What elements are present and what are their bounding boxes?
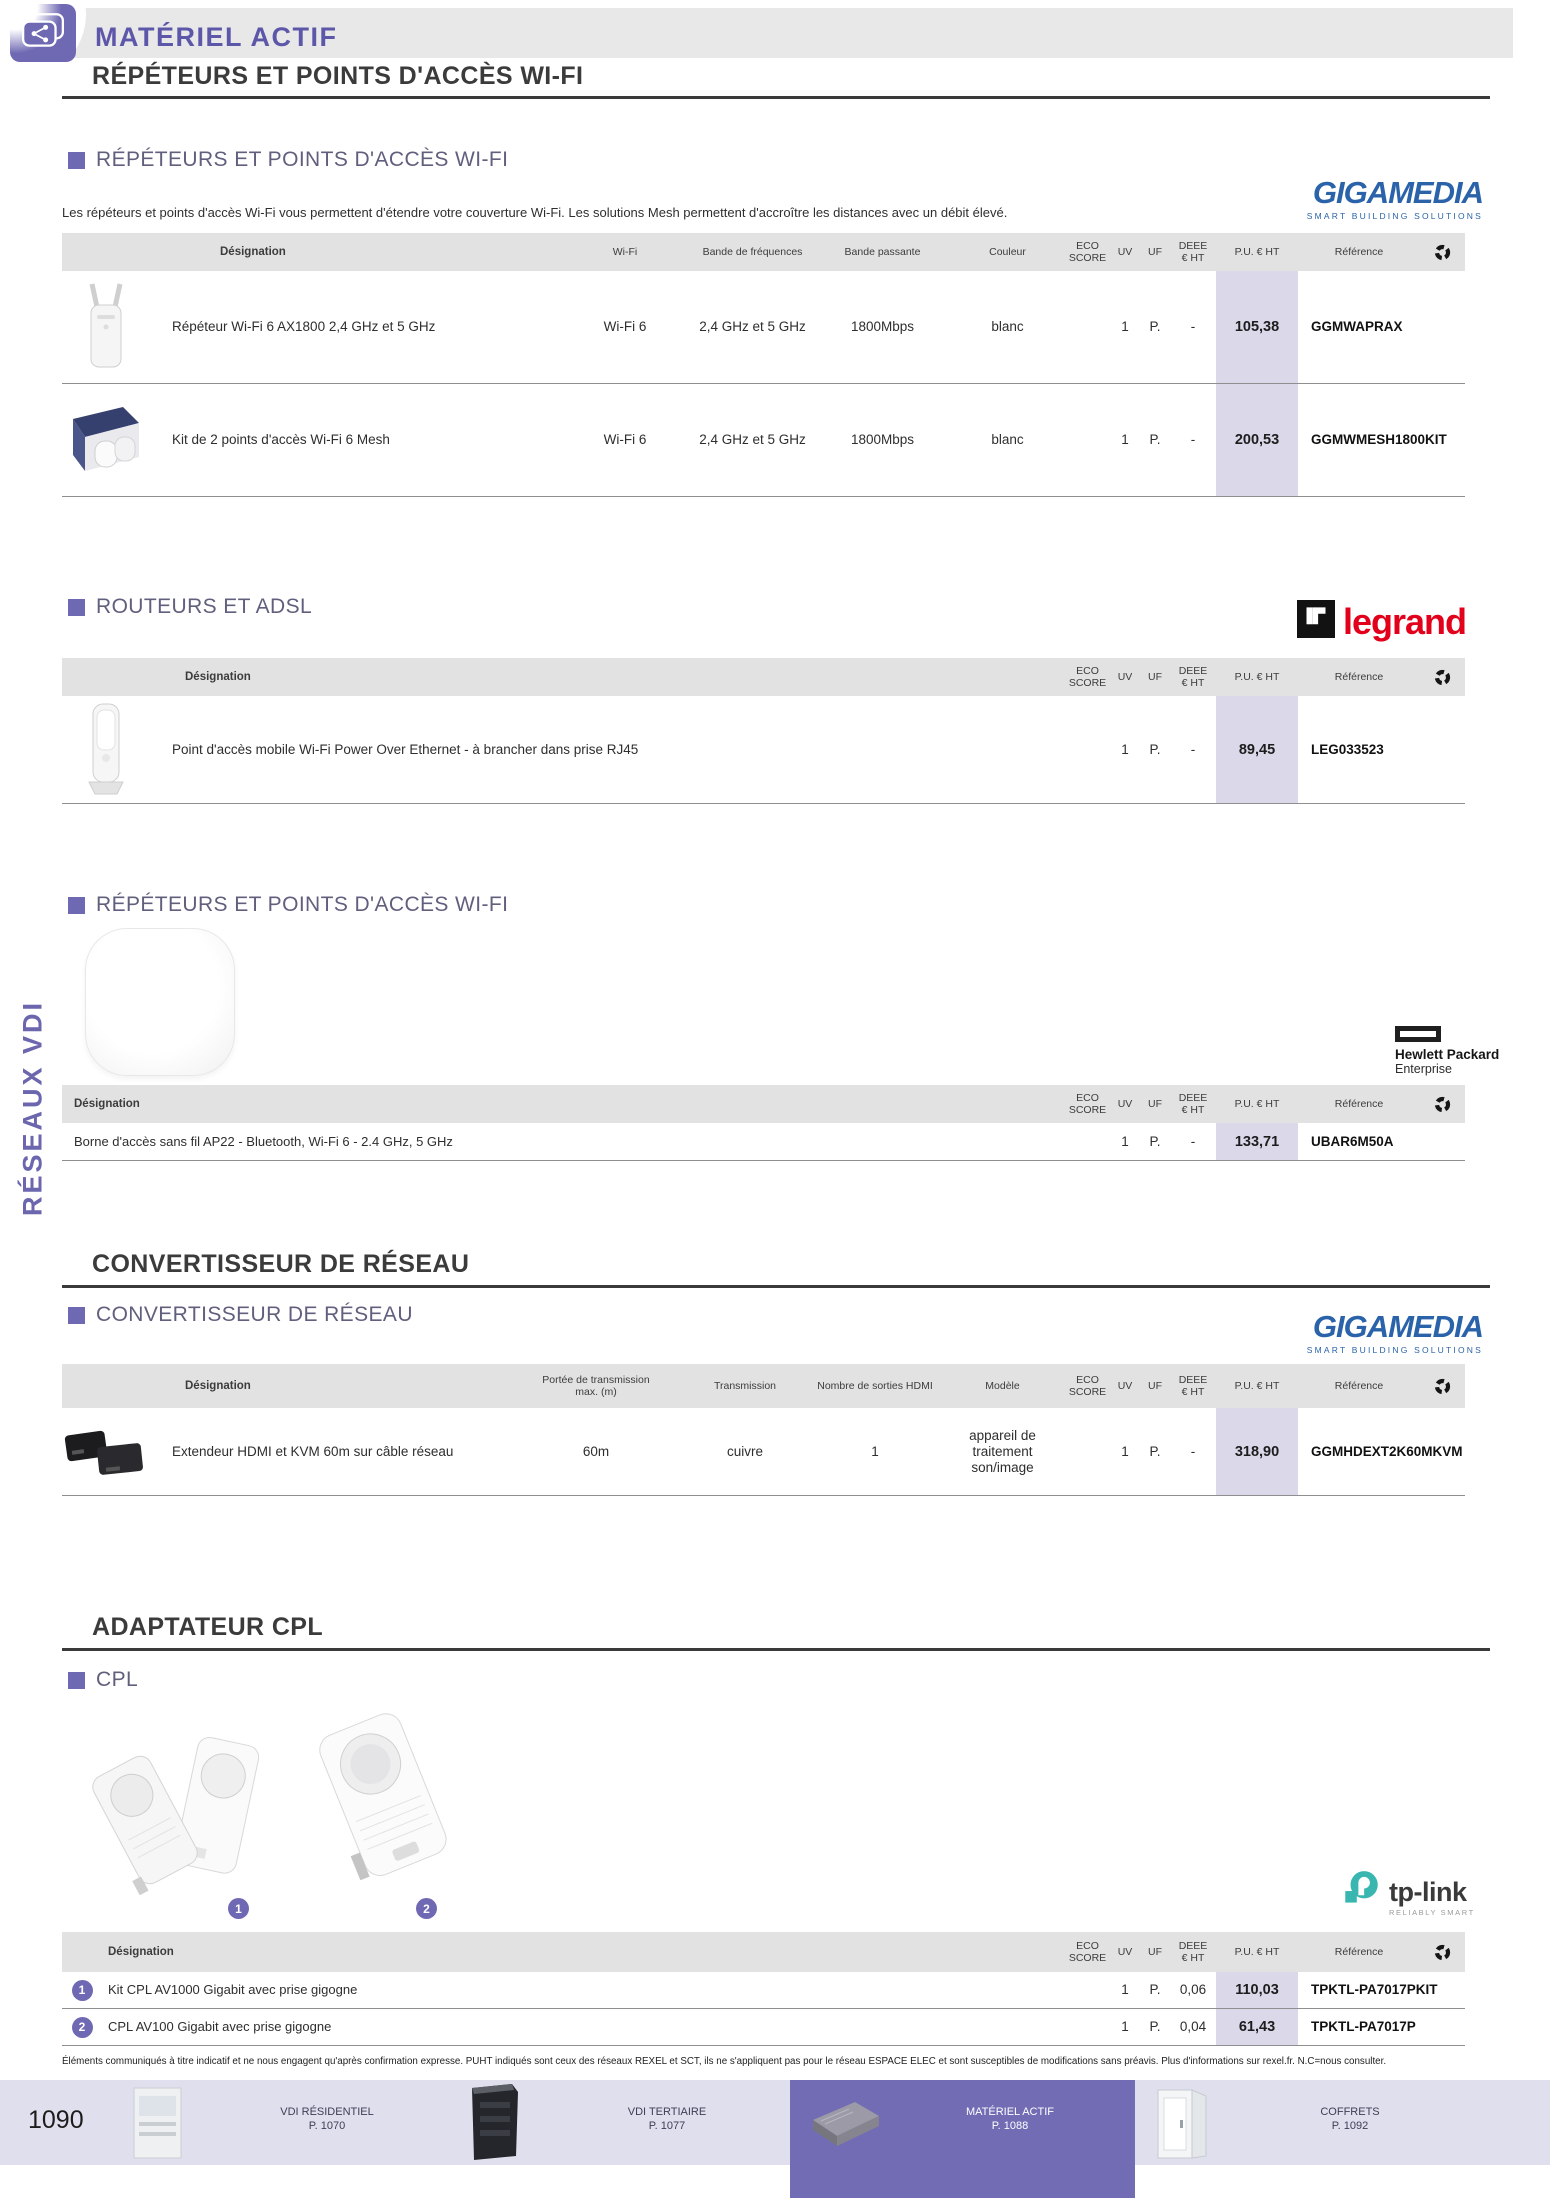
cell-uf: P. (1149, 1982, 1161, 1997)
section-title-convertisseur: CONVERTISSEUR DE RÉSEAU (68, 1303, 413, 1327)
col-image (62, 658, 150, 696)
cell-portee: 60m (582, 1443, 610, 1459)
cell-designation: Point d'accès mobile Wi-Fi Power Over Ethernet - à brancher dans prise RJ45 (172, 741, 639, 757)
cell-eco-score (1065, 1408, 1110, 1495)
cell-eco-score (1065, 271, 1110, 383)
nav-thumb-vdi-residentiel[interactable] (130, 2086, 185, 2165)
cell-couleur: blanc (991, 319, 1024, 334)
cell-prix: 110,03 (1216, 1972, 1298, 2008)
col-pu: P.U. € HT (1234, 1380, 1280, 1392)
cell-eco-score (1065, 1123, 1110, 1160)
table-row (62, 696, 1465, 804)
cell-bande-passante: 1800Mbps (850, 432, 915, 447)
cell-uv: 1 (1121, 741, 1129, 757)
cell-reference: UBAR6M50A (1311, 1133, 1394, 1149)
cell-reference: GGMHDEXT2K60MKVM (1311, 1443, 1463, 1459)
cell-deee: - (1190, 741, 1196, 757)
cell-uf: P. (1149, 2019, 1161, 2034)
product-image-repeteur (62, 271, 150, 383)
nav-item-coffrets[interactable]: COFFRETS P. 1092 (1320, 2106, 1380, 2132)
table-header (62, 1932, 1465, 1972)
cell-reference: LEG033523 (1311, 741, 1384, 757)
col-eco-score: ECO SCORE (1068, 1940, 1107, 1964)
heading-convertisseur: CONVERTISSEUR DE RÉSEAU (92, 1250, 470, 1278)
col-uf: UF (1148, 246, 1162, 258)
col-pu: P.U. € HT (1234, 1946, 1280, 1958)
cell-modele: appareil de traitement son/image (969, 1427, 1036, 1475)
cell-deee: - (1190, 319, 1196, 334)
section-title-cpl: CPL (68, 1668, 138, 1692)
table-repeteurs (62, 233, 1465, 497)
table-header (62, 658, 1465, 696)
cell-uf: P. (1149, 741, 1161, 757)
hpe-element-icon (1395, 1026, 1441, 1042)
table-row (62, 1408, 1465, 1496)
section-bullet (68, 1672, 85, 1689)
col-reference: Référence (1334, 1098, 1384, 1110)
cell-frequences: 2,4 GHz et 5 GHz (699, 432, 806, 447)
col-numero (62, 1932, 102, 1972)
heading-rule (62, 1648, 1490, 1651)
gigamedia-logo: GIGAMEDIA SMART BUILDING SOLUTIONS (1306, 1309, 1483, 1355)
col-designation: Désignation (108, 1946, 174, 1958)
col-image (62, 1364, 150, 1408)
cell-uf: P. (1149, 319, 1161, 334)
col-wifi: Wi-Fi (612, 246, 638, 258)
recycle-icon (1420, 1085, 1465, 1123)
cell-numero: 1 (62, 1972, 102, 2008)
page-heading: RÉPÉTEURS ET POINTS D'ACCÈS WI-FI (92, 62, 584, 90)
cell-prix: 200,53 (1216, 384, 1298, 496)
table-row (62, 271, 1465, 384)
table-convertisseur (62, 1364, 1465, 1496)
product-image-cpl-single (290, 1690, 475, 1905)
cell-prix: 61,43 (1216, 2009, 1298, 2045)
image-number-badge: 1 (228, 1898, 249, 1919)
cell-reference: TPKTL-PA7017P (1311, 2019, 1416, 2034)
heading-rule (62, 96, 1490, 99)
section-title-repeteurs: RÉPÉTEURS ET POINTS D'ACCÈS WI-FI (68, 148, 508, 172)
cell-reference: GGMWAPRAX (1311, 319, 1403, 334)
nav-thumb-coffrets[interactable] (1152, 2086, 1212, 2167)
cell-designation: CPL AV100 Gigabit avec prise gigogne (108, 2019, 332, 2034)
col-uf: UF (1148, 1380, 1162, 1392)
cell-designation: Borne d'accès sans fil AP22 - Bluetooth, Wi-Fi 6 - 2.4 GHz, 5 GHz (74, 1133, 453, 1149)
cell-designation: Extendeur HDMI et KVM 60m sur câble réseau (172, 1443, 454, 1459)
cell-eco-score (1065, 2009, 1110, 2045)
col-portee: Portée de transmission max. (m) (542, 1374, 650, 1398)
cell-wifi: Wi-Fi 6 (603, 319, 647, 334)
product-image-ap22 (85, 928, 235, 1076)
col-uf: UF (1148, 1946, 1162, 1958)
category-title: MATÉRIEL ACTIF (95, 22, 338, 52)
tplink-mark-icon (1340, 1868, 1382, 1917)
cell-bande-passante: 1800Mbps (850, 319, 915, 334)
table-header (62, 1085, 1465, 1123)
col-bande-passante: Bande passante (844, 246, 921, 258)
cell-wifi: Wi-Fi 6 (603, 432, 647, 447)
col-sorties-hdmi: Nombre de sorties HDMI (817, 1380, 933, 1392)
nav-thumb-vdi-tertiaire[interactable] (462, 2082, 526, 2167)
table-routeurs (62, 658, 1465, 804)
table-header (62, 1364, 1465, 1408)
cell-numero: 2 (62, 2009, 102, 2045)
col-pu: P.U. € HT (1234, 246, 1280, 258)
cell-eco-score (1065, 384, 1110, 496)
product-image-cpl-kit (85, 1700, 275, 1905)
table-row (62, 1972, 1465, 2009)
col-modele: Modèle (985, 1380, 1020, 1392)
col-designation: Désignation (185, 1380, 251, 1392)
col-couleur: Couleur (989, 246, 1026, 258)
section-title-bornes: RÉPÉTEURS ET POINTS D'ACCÈS WI-FI (68, 893, 508, 917)
cell-uf: P. (1149, 1443, 1161, 1459)
nav-item-materiel-actif[interactable]: MATÉRIEL ACTIF P. 1088 (965, 2106, 1054, 2132)
product-image-mesh-kit (62, 384, 150, 496)
cell-deee: - (1190, 1133, 1196, 1149)
legrand-mark-icon (1297, 600, 1335, 643)
col-eco-score: ECO SCORE (1068, 1092, 1107, 1116)
cell-designation: Répéteur Wi-Fi 6 AX1800 2,4 GHz et 5 GHz (172, 319, 436, 334)
section-bullet (68, 599, 85, 616)
section-bullet (68, 152, 85, 169)
section-bullet (68, 1307, 85, 1324)
cell-designation: Kit CPL AV1000 Gigabit avec prise gigogne (108, 1982, 358, 1997)
cell-reference: TPKTL-PA7017PKIT (1311, 1982, 1438, 1997)
col-reference: Référence (1334, 671, 1384, 683)
tplink-logo: tp-link RELIABLY SMART (1340, 1868, 1475, 1917)
col-uf: UF (1148, 1098, 1162, 1110)
cell-eco-score (1065, 696, 1110, 803)
cell-uv: 1 (1121, 319, 1129, 334)
network-cards-icon (20, 12, 66, 55)
col-image (62, 233, 150, 271)
cell-uv: 1 (1121, 1982, 1129, 1997)
cell-deee: 0,06 (1179, 1982, 1207, 1997)
cell-transmission: cuivre (726, 1443, 763, 1459)
table-row (62, 384, 1465, 497)
recycle-icon (1420, 658, 1465, 696)
col-pu: P.U. € HT (1234, 671, 1280, 683)
col-eco-score: ECO SCORE (1068, 1374, 1107, 1398)
cell-uv: 1 (1121, 1133, 1129, 1149)
nav-item-vdi-residentiel[interactable]: VDI RÉSIDENTIEL P. 1070 (280, 2106, 374, 2132)
heading-cpl: ADAPTATEUR CPL (92, 1613, 324, 1641)
cell-uf: P. (1149, 1133, 1161, 1149)
cell-prix: 105,38 (1216, 271, 1298, 383)
col-reference: Référence (1334, 1380, 1384, 1392)
legrand-logo: legrand (1297, 600, 1466, 643)
cell-deee: - (1190, 1443, 1196, 1459)
cell-deee: - (1190, 432, 1196, 447)
nav-thumb-materiel-actif[interactable] (803, 2094, 885, 2157)
section-bullet (68, 897, 85, 914)
col-uv: UV (1117, 1380, 1133, 1392)
recycle-icon (1420, 233, 1465, 271)
col-designation: Désignation (220, 246, 286, 258)
table-bornes (62, 1085, 1465, 1161)
cell-uf: P. (1149, 432, 1161, 447)
col-eco-score: ECO SCORE (1068, 665, 1107, 689)
col-pu: P.U. € HT (1234, 1098, 1280, 1110)
cell-prix: 318,90 (1216, 1408, 1298, 1495)
cell-designation: Kit de 2 points d'accès Wi-Fi 6 Mesh (172, 432, 390, 447)
col-uv: UV (1117, 1946, 1133, 1958)
product-image-poe-ap (62, 696, 150, 803)
col-deee: DEEE € HT (1178, 665, 1208, 689)
image-number-badge: 2 (416, 1898, 437, 1919)
recycle-icon (1420, 1364, 1465, 1408)
cell-couleur: blanc (991, 432, 1024, 447)
col-uv: UV (1117, 246, 1133, 258)
col-deee: DEEE € HT (1178, 240, 1208, 264)
cell-deee: 0,04 (1179, 2019, 1207, 2034)
col-uv: UV (1117, 671, 1133, 683)
cell-prix: 89,45 (1216, 696, 1298, 803)
col-designation: Désignation (185, 671, 251, 683)
col-eco-score: ECO SCORE (1068, 240, 1107, 264)
col-reference: Référence (1334, 246, 1384, 258)
cell-reference: GGMWMESH1800KIT (1311, 432, 1447, 447)
cell-prix: 133,71 (1216, 1123, 1298, 1160)
recycle-icon (1420, 1932, 1465, 1972)
table-cpl (62, 1932, 1465, 2046)
sidebar-vertical-label: RÉSEAUX VDI (17, 999, 48, 1216)
col-deee: DEEE € HT (1178, 1092, 1208, 1116)
cell-eco-score (1065, 1972, 1110, 2008)
page-number: 1090 (28, 2106, 84, 2134)
col-transmission: Transmission (713, 1380, 777, 1392)
col-deee: DEEE € HT (1178, 1940, 1208, 1964)
col-uv: UV (1117, 1098, 1133, 1110)
legal-disclaimer: Éléments communiqués à titre indicatif et ne nous engagent qu'après confirmation expresse. PUHT indiqués sont ceux des réseaux REXEL et SCT, ils ne s'appliquent pas pour le réseau ESPACE ELEC et sont susceptibles de modifications sans préavis. Plus d'informations sur rexel.fr. N.C=nous consulter. (62, 2056, 1387, 2067)
cell-uv: 1 (1121, 432, 1129, 447)
gigamedia-logo: GIGAMEDIA SMART BUILDING SOLUTIONS (1306, 175, 1483, 221)
category-icon (10, 4, 76, 62)
col-uf: UF (1148, 671, 1162, 683)
col-deee: DEEE € HT (1178, 1374, 1208, 1398)
product-image-hdmi-extender (62, 1408, 150, 1495)
cell-sorties-hdmi: 1 (871, 1443, 879, 1459)
section-intro: Les répéteurs et points d'accès Wi-Fi vous permettent d'étendre votre couverture Wi-Fi. Les solutions Mesh permettent d'accroître les distances avec un débit élevé. (62, 205, 1008, 220)
cell-uv: 1 (1121, 1443, 1129, 1459)
hpe-logo: Hewlett Packard Enterprise (1395, 1026, 1499, 1076)
heading-rule (62, 1285, 1490, 1288)
table-row (62, 2009, 1465, 2046)
table-row (62, 1123, 1465, 1161)
col-reference: Référence (1334, 1946, 1384, 1958)
section-title-routeurs: ROUTEURS ET ADSL (68, 595, 312, 619)
cell-frequences: 2,4 GHz et 5 GHz (699, 319, 806, 334)
table-header (62, 233, 1465, 271)
cell-uv: 1 (1121, 2019, 1129, 2034)
col-bande-frequences: Bande de fréquences (702, 246, 803, 258)
col-designation: Désignation (74, 1098, 140, 1110)
nav-item-vdi-tertiaire[interactable]: VDI TERTIAIRE P. 1077 (627, 2106, 707, 2132)
